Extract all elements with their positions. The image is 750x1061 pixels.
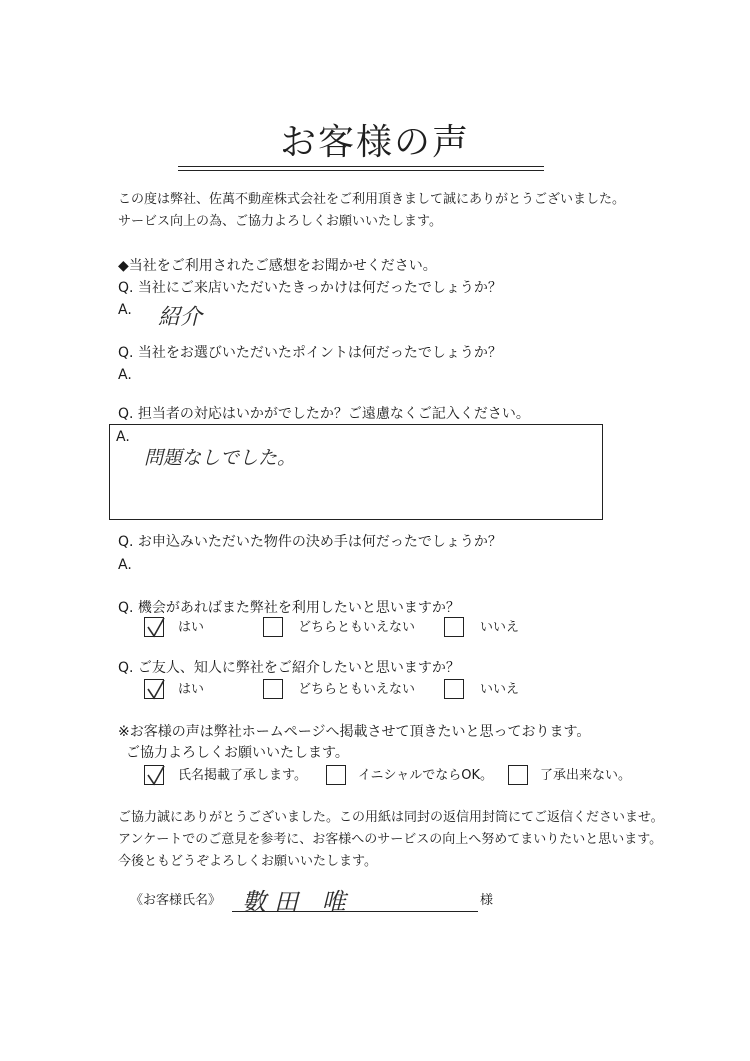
publish-checkbox-initials[interactable] xyxy=(326,765,346,785)
intro-line-1: この度は弊社、佐萬不動産株式会社をご利用頂きまして誠にありがとうございました。 xyxy=(118,192,626,207)
customer-name-label: 《お客様氏名》 xyxy=(130,893,222,908)
answer-3-label: A. xyxy=(116,429,130,445)
answer-2-label: A. xyxy=(118,367,132,383)
q5-checkbox-neither[interactable] xyxy=(263,617,283,637)
q6-option-yes: はい xyxy=(178,682,205,697)
q5-option-yes: はい xyxy=(178,620,205,635)
publish-option-decline: 了承出来ない。 xyxy=(540,768,632,783)
section-heading: ◆当社をご利用されたご感想をお聞かせください。 xyxy=(118,258,437,274)
publish-note-line-1: ※お客様の声は弊社ホームページへ掲載させて頂きたいと思っております。 xyxy=(118,724,591,740)
page-title: お客様の声 xyxy=(279,122,470,163)
q5-checkbox-no[interactable] xyxy=(444,617,464,637)
title-underline-bottom xyxy=(178,170,544,171)
question-6: Q. ご友人、知人に弊社をご紹介したいと思いますか？ xyxy=(118,660,460,676)
closing-line-1: ご協力誠にありがとうございました。この用紙は同封の返信用封筒にてご返信くださいませ。 xyxy=(118,810,664,825)
publish-option-initials: イニシャルでならOK。 xyxy=(358,768,493,783)
question-2: Q. 当社をお選びいただいたポイントは何だったでしょうか？ xyxy=(118,345,502,361)
closing-line-2: アンケートでのご意見を参考に、お客様へのサービスの向上へ努めてまいりたいと思います。 xyxy=(118,832,663,847)
q6-option-no: いいえ xyxy=(480,682,520,697)
q5-checkbox-yes[interactable] xyxy=(144,617,164,637)
checkmark-icon xyxy=(144,763,168,787)
q6-checkbox-no[interactable] xyxy=(444,679,464,699)
question-5: Q. 機会があればまた弊社を利用したいと思いますか？ xyxy=(118,600,460,616)
customer-name-suffix: 様 xyxy=(480,893,494,908)
checkmark-icon xyxy=(144,677,168,701)
question-3: Q. 担当者の対応はいかがでしたか？ご遠慮なくご記入ください。 xyxy=(118,406,530,422)
question-4: Q. お申込みいただいた物件の決め手は何だったでしょうか？ xyxy=(118,534,502,550)
intro-line-2: サービス向上の為、ご協力よろしくお願いいたします。 xyxy=(118,214,442,229)
closing-line-3: 今後ともどうぞよろしくお願いいたします。 xyxy=(118,854,377,869)
title-underline-top xyxy=(178,166,544,167)
answer-3-handwriting: 問題なしでした。 xyxy=(144,447,297,469)
q5-option-neither: どちらともいえない xyxy=(298,620,416,635)
answer-1-label: A. xyxy=(118,302,132,318)
answer-1-handwriting: 紹介 xyxy=(158,305,203,330)
checkmark-icon xyxy=(144,615,168,639)
answer-3-box xyxy=(109,424,603,520)
answer-4-label: A. xyxy=(118,557,132,573)
publish-option-full-name: 氏名掲載了承します。 xyxy=(178,768,307,783)
q6-option-neither: どちらともいえない xyxy=(298,682,416,697)
publish-note-line-2: ご協力よろしくお願いいたします。 xyxy=(126,745,349,761)
publish-checkbox-full-name[interactable] xyxy=(144,765,164,785)
q6-checkbox-neither[interactable] xyxy=(263,679,283,699)
q5-option-no: いいえ xyxy=(480,620,520,635)
customer-name-underline xyxy=(232,911,478,912)
q6-checkbox-yes[interactable] xyxy=(144,679,164,699)
customer-name-handwriting: 數田 唯 xyxy=(242,888,354,916)
question-1: Q. 当社にご来店いただいたきっかけは何だったでしょうか？ xyxy=(118,280,502,296)
publish-checkbox-decline[interactable] xyxy=(508,765,528,785)
